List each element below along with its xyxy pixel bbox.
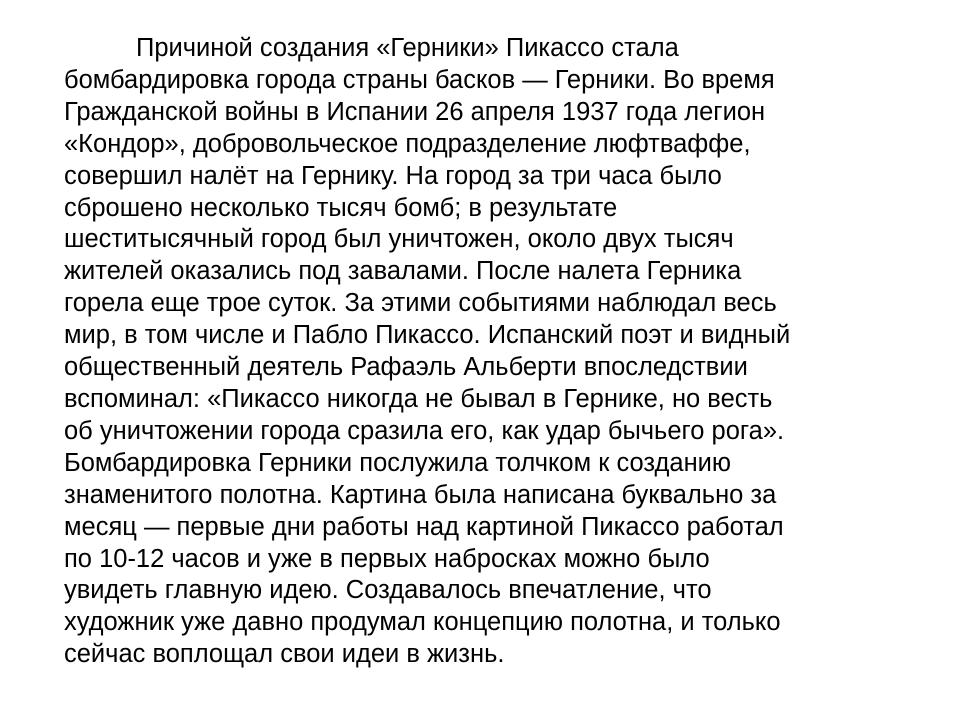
text-line: горела еще трое суток. За этими событиями наблюдал весь <box>64 289 777 318</box>
body-paragraph <box>64 33 924 671</box>
text-line: совершил налёт на Гернику. На город за три часа было <box>64 161 722 190</box>
text-line: жителей оказались под завалами. После налета Герника <box>64 257 742 286</box>
text-line: бомбардировка города страны басков — Герники. Во время <box>64 65 775 94</box>
text-line: увидеть главную идею. Создавалось впечатление, что <box>64 576 712 605</box>
text-line: по 10-12 часов и уже в первых набросках можно было <box>64 544 710 573</box>
text-line: Гражданской войны в Испании 26 апреля 1937 года легион <box>64 97 766 126</box>
text-line: художник уже давно продумал концепцию полотна, и только <box>64 608 781 637</box>
text-line: Бомбардировка Герники послужила толчком к созданию <box>64 448 732 477</box>
text-line: мир, в том числе и Пабло Пикассо. Испанский поэт и видный <box>64 321 791 350</box>
text-line: вспоминал: «Пикассо никогда не бывал в Гернике, но весть <box>64 384 773 413</box>
text-line: «Кондор», добровольческое подразделение люфтваффе, <box>64 129 751 158</box>
text-line: об уничтожении города сразила его, как удар бычьего рога». <box>64 416 785 445</box>
text-line: сейчас воплощал свои идеи в жизнь. <box>64 640 505 669</box>
text-line: сброшено несколько тысяч бомб; в результате <box>64 193 618 222</box>
text-line: Причиной создания «Герники» Пикассо стала <box>136 34 679 62</box>
text-line: общественный деятель Рафаэль Альберти впоследствии <box>64 353 748 382</box>
text-line: месяц — первые дни работы над картиной Пикассо работал <box>64 512 784 541</box>
text-line: шеститысячный город был уничтожен, около двух тысяч <box>64 225 734 254</box>
text-line: знаменитого полотна. Картина была написана буквально за <box>64 480 777 509</box>
